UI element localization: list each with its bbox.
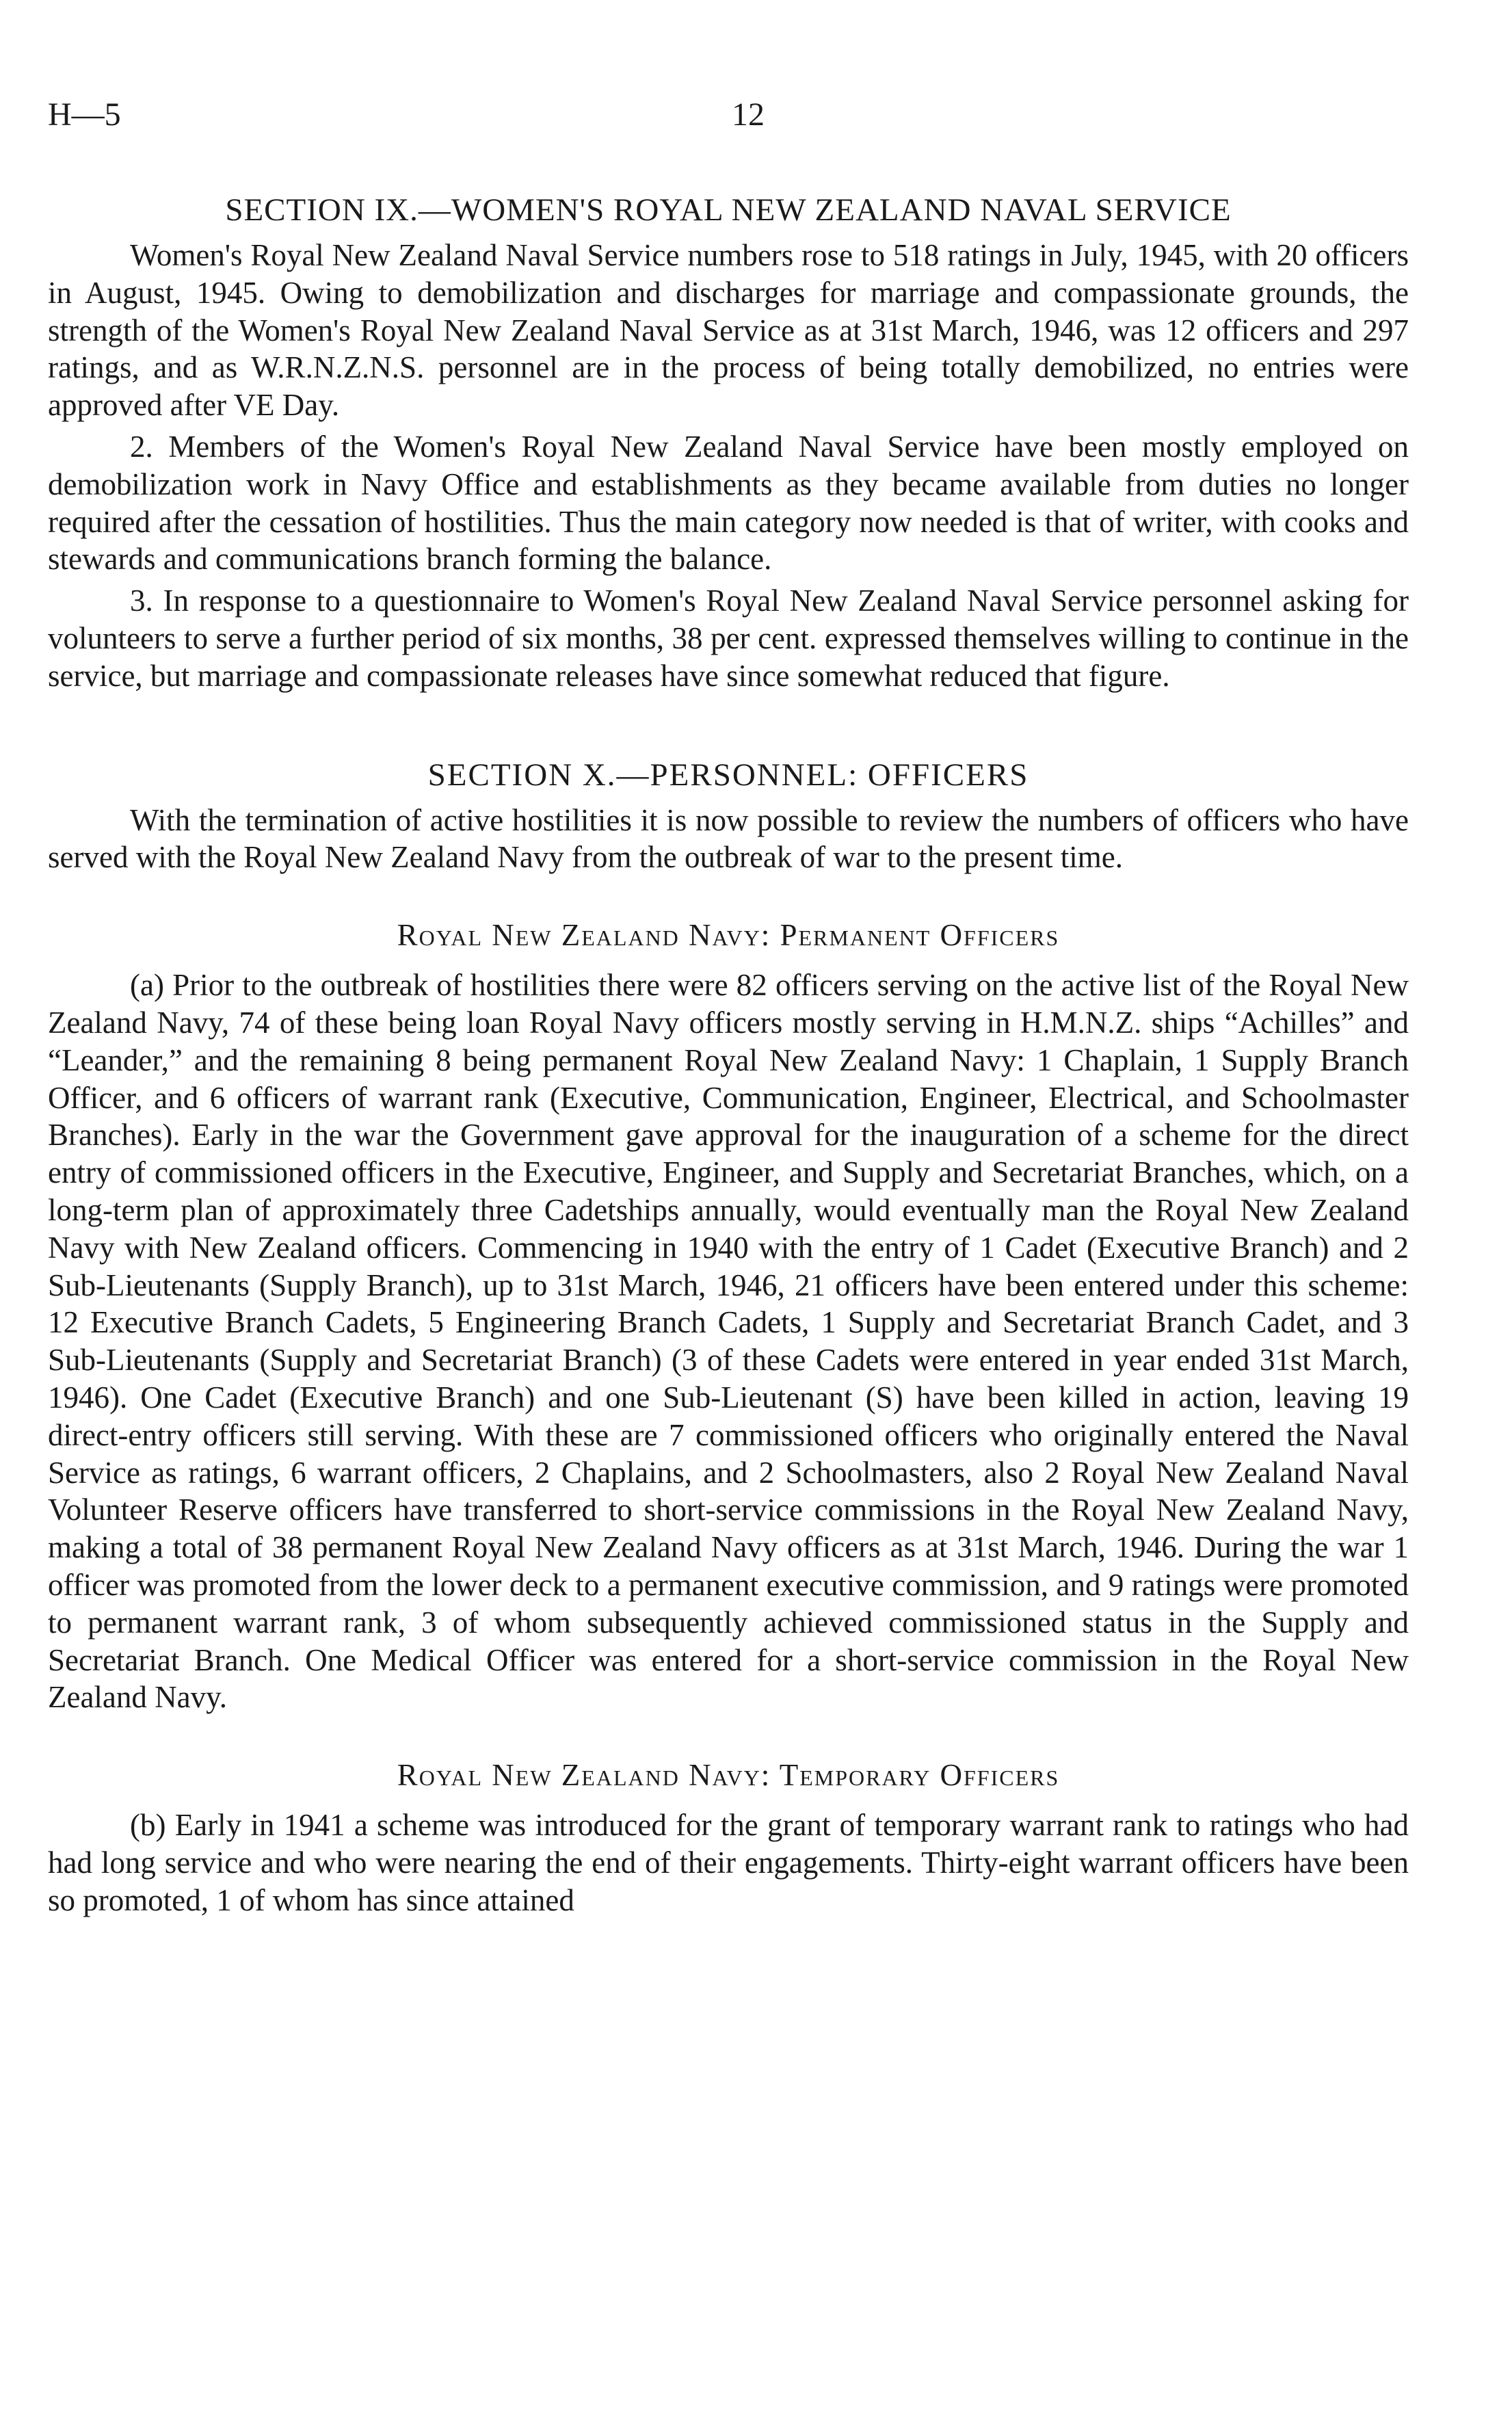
- document-page: [48, 96, 1409, 1919]
- permanent-officers-paragraph: (a) Prior to the outbreak of hostilities there were 82 officers serving on the active list of the Royal New Zealand Navy, 74 of these being loan Royal Navy officers mostly serving in H.M.N.Z. ships “Achilles” and “Leander,” and the remaining 8 being permanent Royal New Zealand Navy: 1 Chaplain, 1 Supply Branch Officer, and 6 officers of warrant rank (Executive, Communication, Engineer, Electrical, and Schoolmaster Branches). Early in the war the Government gave approval for the inauguration of a scheme for the direct entry of commissioned officers in the Executive, Engineer, and Supply and Secretariat Branches, which, on a long-term plan of approximately three Cadetships annually, would eventually man the Royal New Zealand Navy with New Zealand officers. Commencing in 1940 with the entry of 1 Cadet (Executive Branch) and 2 Sub-Lieutenants (Supply Branch), up to 31st March, 1946, 21 officers have been entered under this scheme: 12 Executive Branch Cadets, 5 Engineering Branch Cadets, 1 Supply and Secretariat Branch Cadet, and 3 Sub-Lieutenants (Supply and Secretariat Branch) (3 of these Cadets were entered in year ended 31st March, 1946). One Cadet (Executive Branch) and one Sub-Lieutenant (S) have been killed in action, leaving 19 direct-entry officers still serving. With these are 7 commissioned officers who originally entered the Naval Service as ratings, 6 warrant officers, 2 Chaplains, and 2 Schoolmasters, also 2 Royal New Zealand Naval Volunteer Reserve officers have transferred to short-service commissions in the Royal New Zealand Navy, making a total of 38 permanent Royal New Zealand Navy officers as at 31st March, 1946. During the war 1 officer was promoted from the lower deck to a permanent executive commission, and 9 ratings were promoted to permanent warrant rank, 3 of whom subsequently achieved commissioned status in the Supply and Secretariat Branch. One Medical Officer was entered for a short-service commission in the Royal New Zealand Navy.: [48, 968, 1409, 1715]
- temporary-officers-paragraph: (b) Early in 1941 a scheme was introduced for the grant of temporary warrant rank to ratings who had had long service and who were nearing the end of their engagements. Thirty-eight warrant officers have been so promoted, 1 of whom has since attained: [48, 1808, 1409, 1917]
- section-x-intro: With the termination of active hostilities it is now possible to review the numbers of officers who have served with the Royal New Zealand Navy from the outbreak of war to the present time.: [48, 802, 1409, 875]
- section-ix-paragraph-3: 3. In response to a questionnaire to Women's Royal New Zealand Naval Service personnel asking for volunteers to serve a further period of six months, 38 per cent. expressed themselves willing to continue in the service, but marriage and compassionate releases have since somewhat reduced that figure.: [48, 583, 1409, 693]
- permanent-officers-heading: Royal New Zealand Navy: Permanent Officers: [397, 918, 1060, 953]
- section-x-title: SECTION X.—PERSONNEL: OFFICERS: [427, 757, 1029, 793]
- section-ix-paragraph-1: Women's Royal New Zealand Naval Service numbers rose to 518 ratings in July, 1945, with 20 officers in August, 1945. Owing to demobilization and discharges for marriage and compassionate grounds, the strength of the Women's Royal New Zealand Naval Service as at 31st March, 1946, was 12 officers and 297 ratings, and as W.R.N.Z.N.S. personnel are in the process of being totally demobilized, no entries were approved after VE Day.: [48, 238, 1409, 423]
- section-ix-title: SECTION IX.—WOMEN'S ROYAL NEW ZEALAND NAVAL SERVICE: [225, 192, 1232, 228]
- document-reference: H—5: [48, 96, 121, 133]
- page-number: 12: [732, 96, 765, 133]
- temporary-officers-heading: Royal New Zealand Navy: Temporary Officers: [397, 1758, 1060, 1793]
- section-ix-paragraph-2: 2. Members of the Women's Royal New Zealand Naval Service have been mostly employed on demobilization work in Navy Office and establishments as they became available from duties no longer required after the cessation of hostilities. Thus the main category now needed is that of writer, with cooks and stewards and communications branch forming the balance.: [48, 429, 1409, 577]
- page-header: [48, 96, 1409, 171]
